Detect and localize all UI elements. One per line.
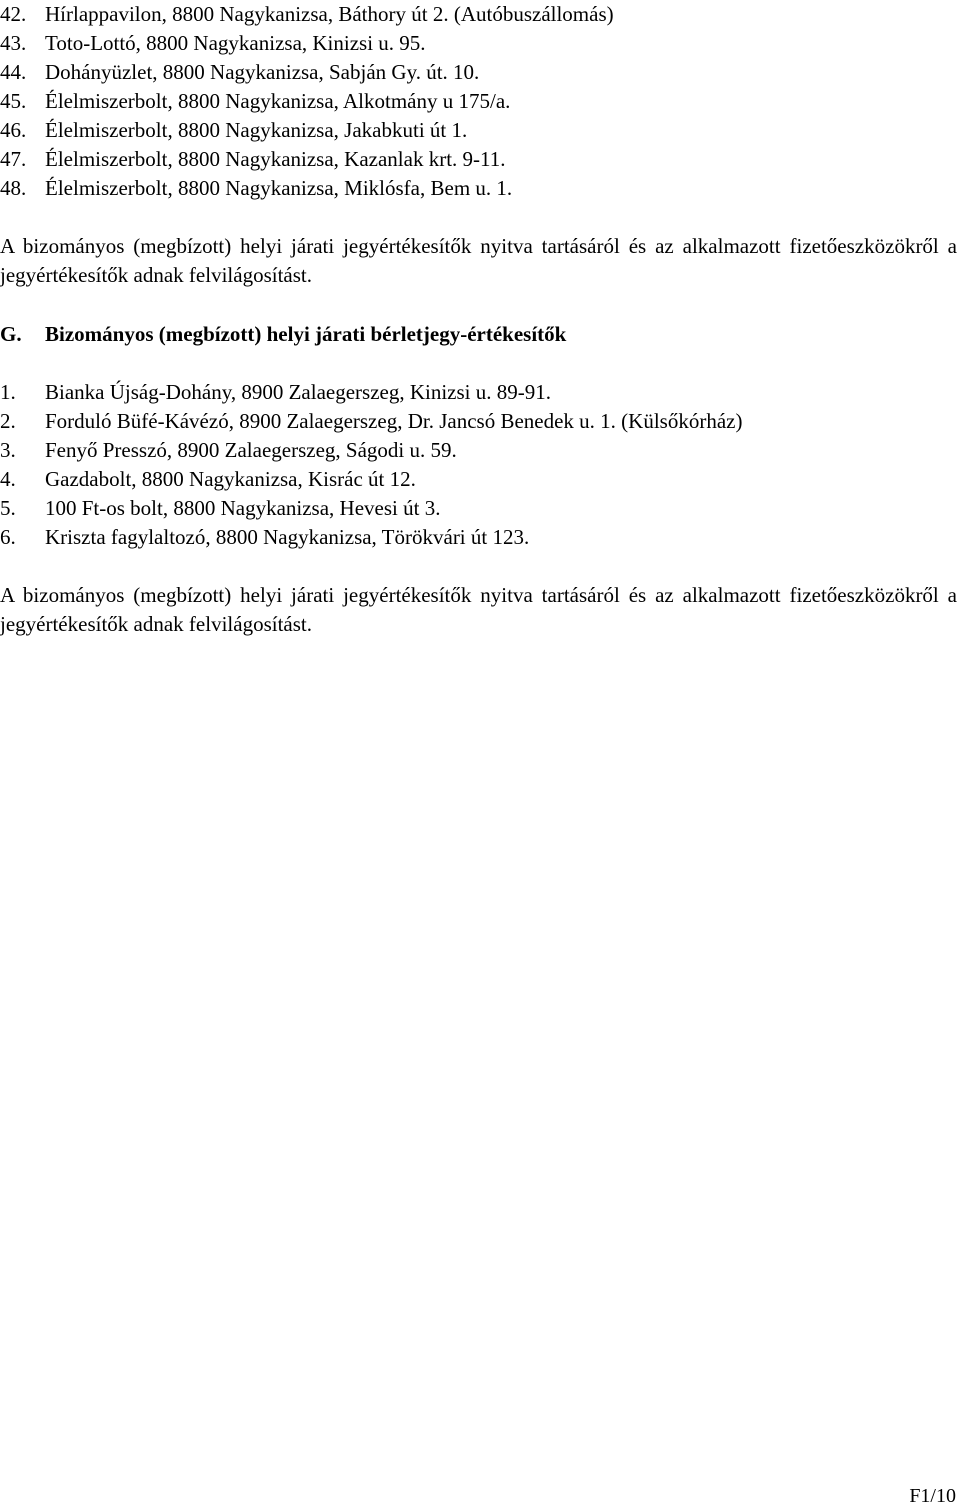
list-item — [0, 523, 960, 552]
list-item-text: Bianka Újság-Dohány, 8900 Zalaegerszeg, Kinizsi u. 89-91. — [45, 380, 551, 404]
list-item-number: 5. — [0, 496, 16, 520]
list-item — [0, 465, 960, 494]
list-item-number: 47. — [0, 147, 27, 171]
list-item-text: Gazdabolt, 8800 Nagykanizsa, Kisrác út 12. — [45, 467, 416, 491]
section-letter: G. — [0, 322, 22, 346]
list-item-number: 42. — [0, 2, 27, 26]
list-item-text: 100 Ft-os bolt, 8800 Nagykanizsa, Hevesi út 3. — [45, 496, 441, 520]
list-item-number: 2. — [0, 409, 16, 433]
list-item-number: 1. — [0, 380, 16, 404]
list-item-text: Élelmiszerbolt, 8800 Nagykanizsa, Alkotmány u 175/a. — [45, 89, 511, 113]
list-item — [0, 116, 960, 145]
list-item — [0, 378, 960, 407]
list-item-number: 6. — [0, 525, 16, 549]
list-item-text: Élelmiszerbolt, 8800 Nagykanizsa, Miklósfa, Bem u. 1. — [45, 176, 513, 200]
list-item — [0, 407, 960, 436]
list-item — [0, 436, 960, 465]
list-item-text: Fenyő Presszó, 8900 Zalaegerszeg, Ságodi u. 59. — [45, 438, 457, 462]
list-item-number: 4. — [0, 467, 16, 491]
section-title: Bizományos (megbízott) helyi járati bérletjegy-értékesítők — [45, 322, 567, 346]
outlet-list-continued — [0, 0, 960, 203]
list-item — [0, 0, 960, 29]
list-item-text: Forduló Büfé-Kávézó, 8900 Zalaegerszeg, Dr. Jancsó Benedek u. 1. (Külsőkórház) — [45, 409, 743, 433]
list-item-number: 46. — [0, 118, 27, 142]
section-heading — [0, 320, 566, 349]
list-item — [0, 87, 960, 116]
list-item — [0, 58, 960, 87]
info-paragraph: A bizományos (megbízott) helyi járati jegyértékesítők nyitva tartásáról és az alkalmazott fizetőeszközökről a jegyértékesítők adnak felvilágosítást. — [0, 234, 957, 287]
list-item-number: 48. — [0, 176, 27, 200]
list-item-number: 45. — [0, 89, 27, 113]
list-item — [0, 145, 960, 174]
list-item — [0, 494, 960, 523]
info-paragraph: A bizományos (megbízott) helyi járati jegyértékesítők nyitva tartásáról és az alkalmazott fizetőeszközökről a jegyértékesítők adnak felvilágosítást. — [0, 583, 957, 636]
list-item-text: Élelmiszerbolt, 8800 Nagykanizsa, Jakabkuti út 1. — [45, 118, 468, 142]
list-item-text: Hírlappavilon, 8800 Nagykanizsa, Báthory út 2. (Autóbuszállomás) — [45, 2, 614, 26]
list-item-text: Dohányüzlet, 8800 Nagykanizsa, Sabján Gy. út. 10. — [45, 60, 480, 84]
list-item-number: 3. — [0, 438, 16, 462]
page-number: F1/10 — [909, 1485, 956, 1507]
list-item — [0, 29, 960, 58]
pass-seller-list — [0, 378, 960, 552]
list-item-text: Élelmiszerbolt, 8800 Nagykanizsa, Kazanlak krt. 9-11. — [45, 147, 506, 171]
list-item-text: Kriszta fagylaltozó, 8800 Nagykanizsa, Törökvári út 123. — [45, 525, 530, 549]
list-item — [0, 174, 960, 203]
list-item-text: Toto-Lottó, 8800 Nagykanizsa, Kinizsi u. 95. — [45, 31, 426, 55]
list-item-number: 44. — [0, 60, 27, 84]
list-item-number: 43. — [0, 31, 27, 55]
